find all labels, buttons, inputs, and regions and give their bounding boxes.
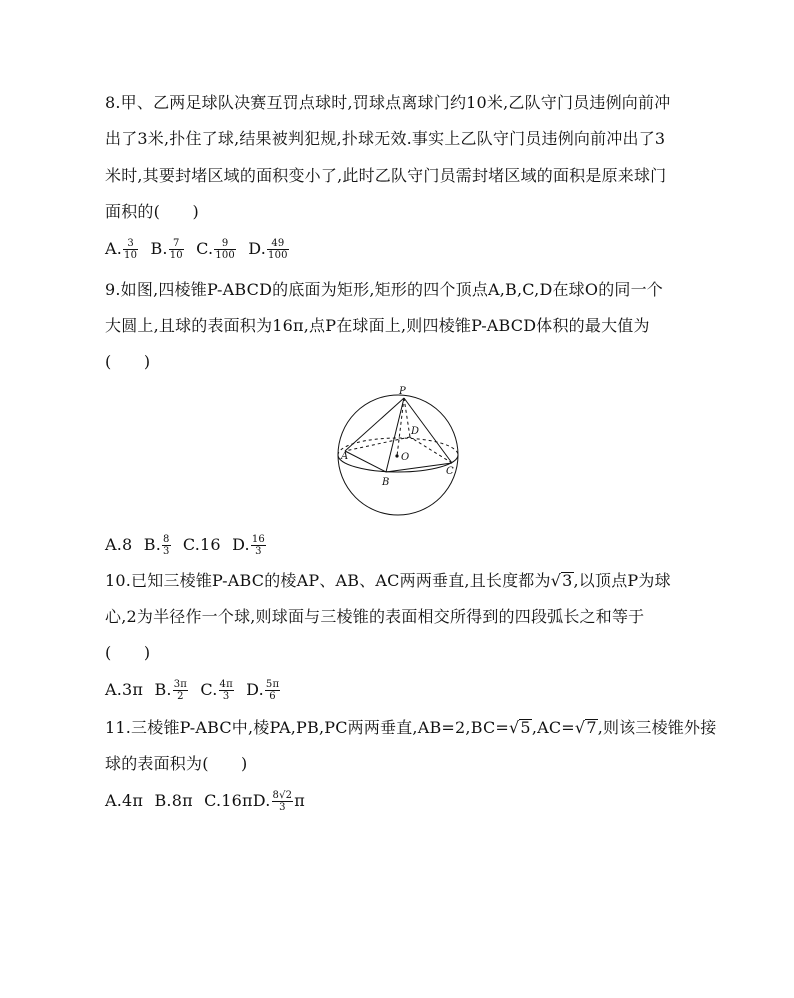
q10-line-3: ( ) <box>105 643 151 662</box>
edge-pc <box>404 398 452 463</box>
q8-option-c: C. $\frac{9}{100}$ <box>196 238 235 261</box>
label-a: A <box>341 451 349 462</box>
q11-line-1: 11.三棱锥P-ABC中,棱PA,PB,PC两两垂直,AB=2,BC=√5,AC=√7,则该三棱锥外接 <box>105 718 717 737</box>
q9-line-2: 大圆上,且球的表面积为16π,点P在球面上,则四棱锥P-ABCD体积的最大值为 <box>105 316 650 335</box>
edge-pb <box>386 398 404 472</box>
q9-option-a: A.8 <box>105 535 133 554</box>
q9-options <box>105 534 273 557</box>
q8-option-d: D. $\frac{49}{100}$ <box>248 238 288 261</box>
q8-options <box>105 238 296 261</box>
q9-option-b: B. $\frac{8}{3}$ <box>143 534 170 557</box>
label-p: P <box>399 386 406 397</box>
label-o: O <box>401 452 410 463</box>
q11-options <box>105 790 311 813</box>
q9-line-1: 9.如图,四棱锥P-ABCD的底面为矩形,矩形的四个顶点A,B,C,D在球O的同一个 <box>105 280 664 299</box>
equator-front <box>338 455 458 472</box>
edge-da <box>345 437 410 451</box>
q11-option-c: C.16π <box>204 791 253 810</box>
q9-option-c: C.16 <box>182 535 221 554</box>
q11-option-b: B.8π <box>154 791 193 810</box>
q9-option-d: D. $\frac{16}{3}$ <box>232 534 265 557</box>
center-o-dot <box>395 454 398 457</box>
sqrt-7: 7 <box>586 718 597 737</box>
edge-bc <box>386 463 452 472</box>
edge-ab <box>345 451 386 472</box>
sqrt-3: 3 <box>562 571 573 590</box>
sqrt-5: 5 <box>520 718 531 737</box>
edge-cd <box>410 437 452 463</box>
q8-option-b: B. $\frac{7}{10}$ <box>150 238 183 261</box>
q8-line-3: 米时,其要封堵区域的面积变小了,此时乙队守门员需封堵区域的面积是原来球门 <box>105 166 667 185</box>
label-c: C <box>446 466 454 477</box>
label-d: D <box>411 426 420 437</box>
q8-line-1: 8.甲、乙两足球队决赛互罚点球时,罚球点离球门约10米,乙队守门员违例向前冲 <box>105 93 671 112</box>
q8-line-4: 面积的( ) <box>105 202 199 221</box>
q11-line-2: 球的表面积为( ) <box>105 754 248 773</box>
q8-option-a: A. $\frac{3}{10}$ <box>105 238 138 261</box>
q10-option-b: B. $\frac{3\pi}{2}$ <box>154 679 188 702</box>
q10-option-c: C. $\frac{4\pi}{3}$ <box>200 679 233 702</box>
sphere-outline <box>338 395 458 515</box>
q11-option-d: D. $\frac{8√2}{3}$ π <box>252 790 305 813</box>
edge-pa <box>345 398 404 451</box>
edge-pd <box>404 398 410 437</box>
q10-line-2: 心,2为半径作一个球,则球面与三棱锥的表面相交所得到的四段弧长之和等于 <box>105 607 645 626</box>
q8-line-2: 出了3米,扑住了球,结果被判犯规,扑球无效.事实上乙队守门员违例向前冲出了3 <box>105 129 666 148</box>
q11-option-a: A.4π <box>105 791 144 810</box>
q10-option-d: D. $\frac{5\pi}{6}$ <box>246 679 280 702</box>
equator-back <box>338 438 458 455</box>
q10-option-a: A.3π <box>105 680 144 699</box>
label-b: B <box>382 477 390 488</box>
height-po <box>397 398 404 456</box>
q10-line-1: 10.已知三棱锥P-ABC的棱AP、AB、AC两两垂直,且长度都为√3,以顶点P为球 <box>105 571 671 590</box>
q9-line-3: ( ) <box>105 352 151 371</box>
q10-options <box>105 679 287 702</box>
